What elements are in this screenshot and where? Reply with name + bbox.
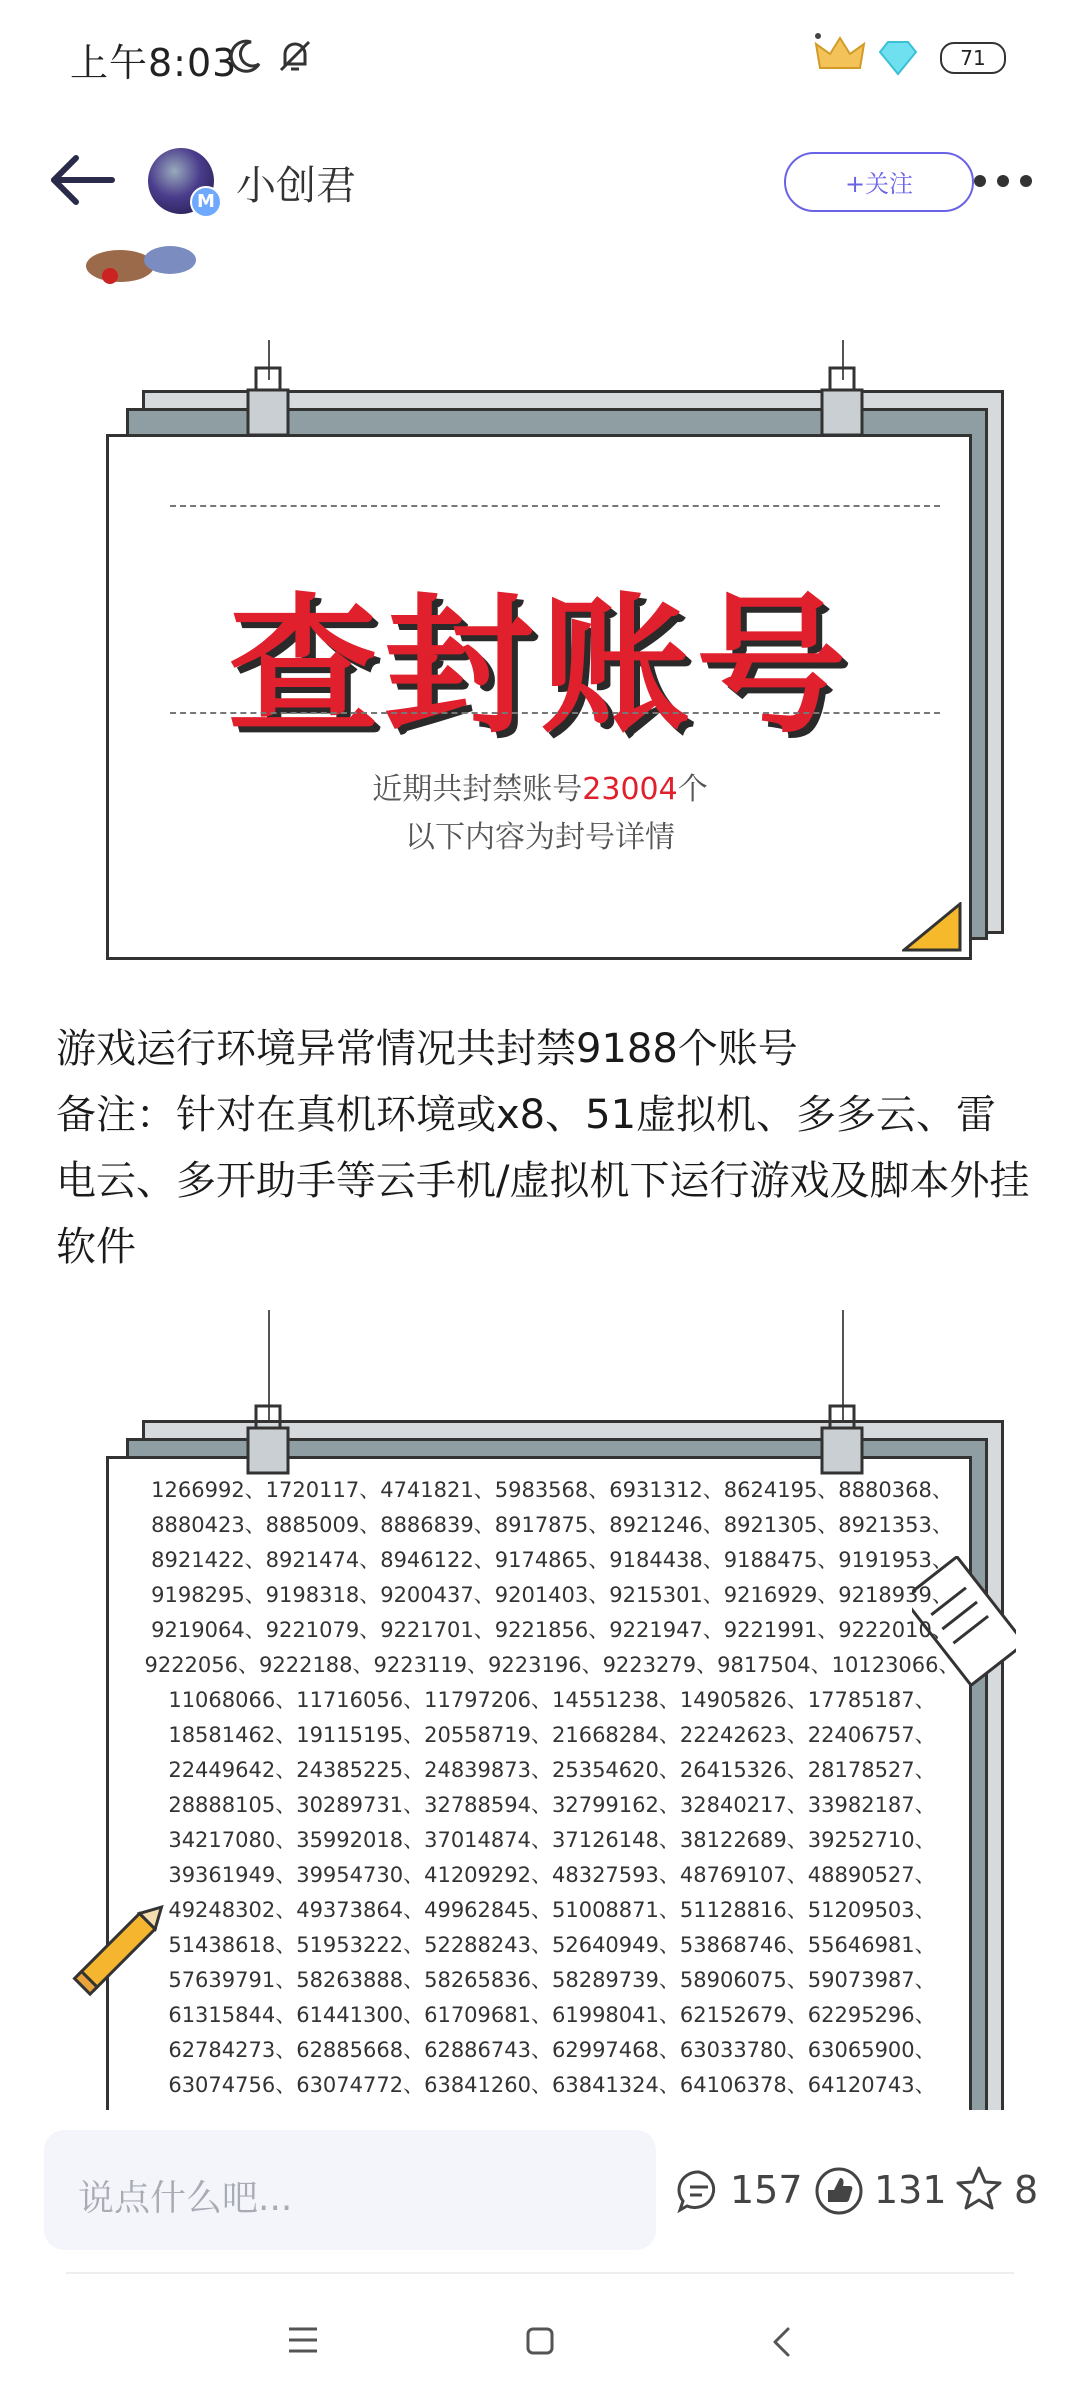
binder-clip-icon (812, 1398, 872, 1478)
banned-id-line: 8880423、8885009、8886839、8917875、8921246、8921305、8921353、 (151, 1513, 953, 1537)
banned-id-line: 18581462、19115195、20558719、21668284、22242623、22406757、 (168, 1723, 936, 1747)
back-arrow-icon[interactable] (48, 150, 118, 210)
banned-id-line: 22449642、24385225、24839873、25354620、26415326、28178527、 (168, 1758, 936, 1782)
cropped-illustration (80, 238, 200, 286)
banner-title: 查封账号 (227, 580, 852, 754)
banner-line-1: 近期共封禁账号23004个 (372, 772, 708, 807)
banned-id-line: 9219064、9221079、9221701、9221856、9221947、9221991、9222010、 (151, 1618, 953, 1642)
crown-icon (812, 30, 868, 78)
status-time: 上午8:03 (70, 41, 238, 85)
battery-indicator: 71 (940, 42, 1006, 74)
banned-id-line: 11068066、11716056、11797206、14551238、14905826、17785187、 (168, 1688, 936, 1712)
binder-clip-icon (812, 360, 872, 440)
more-options-icon[interactable] (968, 166, 1038, 196)
banned-id-line: 8921422、8921474、8946122、9174865、9184438、9188475、9191953、 (151, 1548, 953, 1572)
banned-id-line: 51438618、51953222、52288243、52640949、53868746、55646981、 (168, 1933, 936, 1957)
diamond-icon (876, 40, 920, 76)
banned-id-line: 28888105、30289731、32788594、32799162、32840217、33982187、 (168, 1793, 936, 1817)
banner-line-2: 以下内容为封号详情 (405, 820, 675, 855)
banned-id-line: 61315844、61441300、61709681、61998041、62152679、62295296、 (168, 2003, 936, 2027)
avatar-badge: M (190, 186, 222, 218)
comment-placeholder: 说点什么吧... (78, 2178, 293, 2219)
banned-id-line: 57639791、58263888、58265836、58289739、58906075、59073987、 (168, 1968, 936, 1992)
banned-id-list-image[interactable] (56, 1310, 1016, 2110)
home-icon[interactable] (524, 2325, 556, 2357)
status-bar (0, 0, 1080, 120)
like-icon[interactable] (814, 2166, 864, 2216)
binder-clip-icon (238, 360, 298, 440)
dashed-divider (170, 505, 940, 507)
banned-id-line: 9198295、9198318、9200437、9201403、9215301、9216929、9218939、 (151, 1583, 953, 1607)
folded-corner (902, 902, 962, 952)
article-paragraph: 备注：针对在真机环境或x8、51虚拟机、多多云、雷电云、多开助手等云手机/虚拟机下运行游戏及脚本外挂软件 (56, 1092, 1030, 1270)
banned-id-line: 63074756、63074772、63841260、63841324、64106378、64120743、 (168, 2073, 936, 2097)
divider (66, 2272, 1014, 2274)
banned-id-line: 62784273、62885668、62886743、62997468、63033780、63065900、 (168, 2038, 936, 2062)
follow-button[interactable]: +关注 (784, 152, 974, 212)
article-paragraph: 游戏运行环境异常情况共封禁9188个账号 (56, 1026, 798, 1072)
username[interactable]: 小创君 (236, 163, 356, 209)
banned-id-line: 9222056、9222188、9223119、9223196、9223279、9817504、10123066、 (144, 1653, 960, 1677)
banned-id-line: 1266992、1720117、4741821、5983568、6931312、8624195、8880368、 (151, 1478, 953, 1502)
star-icon[interactable] (954, 2164, 1004, 2214)
comment-count: 157 (730, 2168, 803, 2212)
banned-id-line: 34217080、35992018、37014874、37126148、38122689、39252710、 (168, 1828, 936, 1852)
like-count: 131 (874, 2168, 947, 2212)
nav-back-icon[interactable] (770, 2325, 794, 2359)
banned-id-line: 49248302、49373864、49962845、51008871、51128816、51209503、 (168, 1898, 936, 1922)
dashed-divider (170, 712, 940, 714)
favorite-count: 8 (1014, 2168, 1039, 2212)
bell-muted-icon (275, 36, 315, 76)
moon-icon (225, 36, 265, 76)
binder-clip-icon (238, 1398, 298, 1478)
banned-id-line: 39361949、39954730、41209292、48327593、48769107、48890527、 (168, 1863, 936, 1887)
comment-icon[interactable] (676, 2168, 722, 2214)
menu-icon[interactable] (286, 2325, 320, 2355)
